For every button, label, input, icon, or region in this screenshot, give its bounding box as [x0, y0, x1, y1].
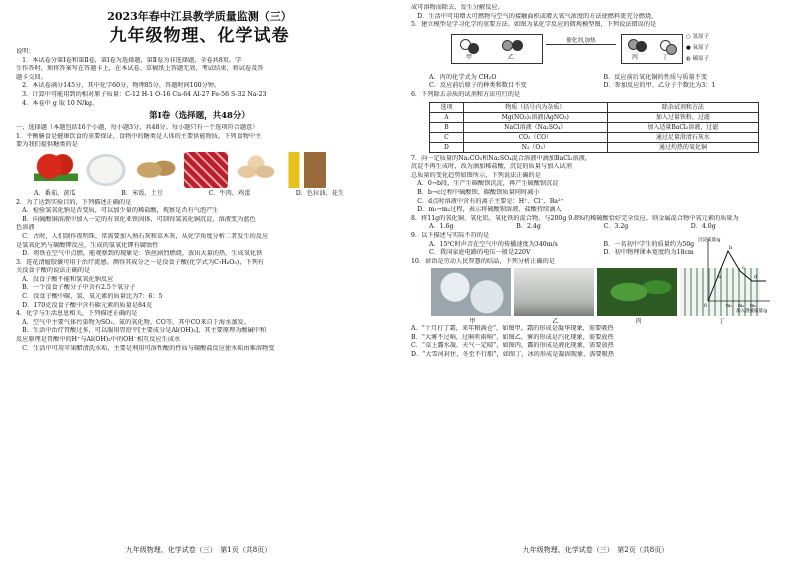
impurity-table: [429, 102, 759, 153]
exam-title: 九年级物理、化学试卷: [109, 26, 290, 46]
x-label: 加入溶液质量/g: [736, 309, 768, 313]
table-row: B NaCl溶液（Na₂SO₄） 加入适量BaCl₂溶液，过滤: [430, 122, 759, 132]
food-images: [34, 152, 383, 188]
eggs-image: [234, 152, 278, 188]
question-text: 4．化学与生活息息相关，下列描述正确的是: [16, 310, 138, 318]
option-c: C．“草上露水凝，天气一定晴”，如图丙，露的形成是液化现象，需要放热: [411, 342, 614, 350]
question-text: 3．连花清瘟胶囊可用于治疗流感。测得其成分之一是没食子酸(化学式为C₇H₆O₅)，下列有: [16, 258, 264, 266]
option-b: B．“大雾不过晌，过晌听雨响”，如图乙，雾的形成是汽化现象，需要放热: [411, 333, 614, 341]
option-a: A．“十月打了霜，来年粮满仓”，如图甲，霜的形成是凝华现象，需要吸热: [411, 325, 614, 333]
table-row: A Mg(NO₃)₂溶液(AgNO₃) 加入过量铁粉，过滤: [430, 112, 759, 122]
fog-photo: [514, 268, 594, 316]
label-ding: 丁: [662, 53, 669, 61]
exam-header: 2023年春中江县教学质量监测（三）: [107, 10, 292, 23]
question-text: 8．将11g的氧化铜、氧化铝、氧化铁的混合物，与200g 9.8%的稀硫酸恰好完全反应，则金属混合物中氧元素的质量为: [411, 214, 739, 222]
legend-hydrogen: ○ 氢原子: [686, 33, 710, 40]
question-text: 10．谚语是劳动人民智慧的结晶，下列分析正确的是: [411, 257, 555, 265]
tick: m₁: [726, 304, 733, 309]
page-footer: 九年级物理、化学试卷（三） 第1页（共8页）: [125, 546, 272, 554]
curve: [708, 251, 766, 301]
dew-photo: [597, 268, 677, 316]
frost-photo: [431, 268, 511, 316]
question-text: B．一个没食子酸分子中含有2.5个氧分子: [16, 284, 136, 292]
option-d: D．色拉油、花生: [295, 189, 345, 197]
question-text: 反应原理是胃酸中的H⁺与Al(OH)₃中的OH⁻相互反应生成水: [16, 336, 181, 344]
atom-legend: [686, 32, 709, 65]
q5-options-row1: A．丙的化学式为 CH₂O B．反应前后氧化铜的性质与质量不变: [429, 73, 708, 81]
beef-image: [184, 152, 228, 188]
label-bing: 丙: [632, 53, 639, 61]
option-a: A．番茄、黄瓜: [34, 189, 76, 197]
q8-options: A．1.6g B．2.4g C．3.2g D．4.0g: [429, 223, 716, 231]
question-text: 要为我们提供糖类的是: [16, 141, 78, 149]
question-text: 6．下列除去杂质的试剂和方法可行的是: [411, 90, 521, 98]
question-text: C．古时，人们制作夜明珠，常需要加入熟石灰和草木灰，从化学角度分析二者发生的反应: [16, 232, 269, 240]
legend-oxygen: ● 氧原子: [686, 44, 710, 51]
page-footer: 九年级物理、化学试卷（三） 第2页（共8页）: [522, 546, 669, 554]
question-text: 5．建立模型是学习化学的重要方法。如图为某化学反应的微观模型图，下列说法错误的是: [411, 21, 657, 29]
oil-peanut-image: [284, 152, 328, 188]
question-text: 9．以下描述与实际不符的是: [411, 231, 490, 239]
question-text: D．生活中可用增大可燃物与空气的接触面积或增大氧气浓度的方法使燃料更充分燃烧。: [411, 12, 658, 20]
q7-block: 7．向一定质量的Na₂CO₃和Na₂SO₄混合溶液中滴加BaCl₂溶液， 沉淀不再生成时，改为滴加稀盐酸，沉淀的质量与加入试剂 总质量的变化趋势如图所示，下列说法正确的是 A．0→b段，生产生碳酸钡沉淀，再产生硫酸钡沉淀 B．b→c过程中硫酸钡、碳酸钡质量同时减小 C．d点时溶液中含有的离子主要是：H⁺、Cl⁻、Ba²⁺ D．m₁→m₂过程，表示将硫酸钡溶液、盐酸持续滴入: [411, 154, 591, 214]
atom: [636, 41, 647, 52]
label-yi: 乙: [508, 53, 515, 61]
option-d: D．“大雪河封住，冬至不行船”，如图丁，冰的形成是凝固现象，需要吸热: [411, 351, 615, 359]
option-b: B．米饭、土豆: [121, 189, 163, 197]
atom: [512, 40, 523, 51]
table-row: D N₂（O₂） 通过灼热的氧化铜: [430, 142, 759, 152]
instruction-line: 题卡交回。: [16, 73, 47, 81]
tick: 0: [704, 304, 707, 309]
reactants-box: [451, 34, 543, 64]
question-text: A．空气中主要气体污染物为SO₂、氮的氧化物、CO等，其中CO来自于海水蒸发。: [16, 318, 250, 326]
instruction-line: 1．本试卷分第Ⅰ卷和第Ⅱ卷，第Ⅰ卷为选择题，第Ⅱ卷为非选择题，全卷共8页。学: [16, 56, 242, 64]
tomato-cucumber-image: [34, 152, 78, 188]
question-text: D．170克没食子酸中含有碳元素的质量是84克: [16, 301, 153, 309]
question-text: 关没食子酸的说法正确的是: [16, 267, 91, 275]
instruction-line: 说明：: [16, 48, 35, 55]
instruction-line: 2．本试卷满分145分，其中化学60分，物理85分，答题时间100分钟。: [16, 82, 221, 90]
instructions: [16, 48, 383, 108]
question-text: B．生活中治疗胃酸过多，可以服用胃舒平[主要成分是Al(OH)₃]，其主要原理为酸碱中和: [16, 327, 267, 335]
question-text: A．没食子酸不能和氢氧化钠反应: [16, 275, 114, 283]
legend-carbon: ◍ 碳原子: [686, 55, 710, 62]
question-text: 成可溶物而除去，发生分解反应。: [411, 4, 504, 11]
products-box: [621, 34, 683, 64]
question-text: D．将铁在空气中点燃，能观察到的现象是：铁丝剧烈燃烧，放出大量的热，生成氧化铁: [16, 250, 263, 258]
rice-image: [84, 152, 128, 188]
tick: m₂: [738, 304, 745, 309]
table-row: C CO₂（CO） 通过足量澄清石灰水: [430, 132, 759, 142]
y-label: 沉淀质量/g: [698, 238, 721, 243]
question-text: C．没食子酸中碳、氢、氧元素的质量比为7：6：5: [16, 293, 163, 301]
table-header: 选项 物质（括号内为杂质） 除杂试剂和方法: [430, 102, 759, 112]
q5-options-row2: C．反应前后原子的种类和数目不变 D．参加反应的甲、乙分子个数比为3：1: [429, 82, 716, 90]
question-text: 1．平衡膳食是健康饮食的重要保证，食物中的糖类是人体的主要供能物质。下列食物中主: [16, 132, 262, 140]
q9-options-row2: C．我国家庭电路的电压一般是220V D．初中物理课本宽度约为18cm: [429, 249, 694, 257]
label-jia: 甲: [466, 53, 473, 61]
question-text: 色溶液: [16, 224, 35, 232]
question-text: C．生活中可用苹果醋清洗水垢，主要是利用可溶性酸的性质与碳酸盐反应使水垢由难溶物变: [16, 344, 275, 352]
point-b: b: [729, 245, 733, 251]
question-text: 2．为了达到实验目的，下列描述正确的是: [16, 198, 132, 206]
question-text: B．向硫酸铜溶液中加入一定的有氧化亚铁固体，可制得氢氧化铜沉淀，溶液变为蓝色: [16, 215, 256, 223]
q9-options-row1: A．15℃时声音在空气中的传播速度为340m/s B．一名初中学生的质量约为50g: [429, 240, 695, 248]
question-text: 是氢氧化钙与碳酸钾反应，生成的氢氧化钾有腐蚀性: [16, 241, 159, 249]
q1-options: [34, 190, 383, 199]
precipitate-graph: [696, 233, 776, 313]
point-c: c: [742, 265, 745, 271]
point-d: d: [754, 274, 758, 280]
question-text: A．检验氢氧化钠是否变质，可以加少量的稀盐酸，观察是否有气泡产生: [16, 207, 219, 215]
photo-labels: 甲 乙 丙 丁: [469, 318, 725, 326]
reaction-model-diagram: [451, 32, 751, 72]
section-heading: 第Ⅰ卷（选择题，共48分）: [149, 111, 250, 122]
tick: m₃: [750, 304, 757, 309]
point-a: a: [718, 274, 721, 280]
instruction-line: 生作答时，须将答案写在答题卡上，在本试卷、草稿纸上答题无效，考试结束，将试卷及答: [16, 65, 264, 73]
question-text: 一、选择题（本题包括16个小题，每小题3分，共48分。每小题只有一个选项符合题意）: [16, 124, 259, 132]
reaction-arrow: 催化剂,加热: [546, 36, 616, 45]
instruction-line: 3．计算中可能用到的相对原子质量：C-12 H-1 O-16 Cu-64 Al-27 Fe-56 S-32 Na-23: [16, 90, 267, 98]
option-c: C．牛肉、鸡蛋: [208, 189, 251, 197]
page-2: [397, 0, 794, 561]
instruction-line: 4．本卷中 g 取 10 N/kg。: [16, 99, 99, 107]
potato-image: [134, 152, 178, 188]
